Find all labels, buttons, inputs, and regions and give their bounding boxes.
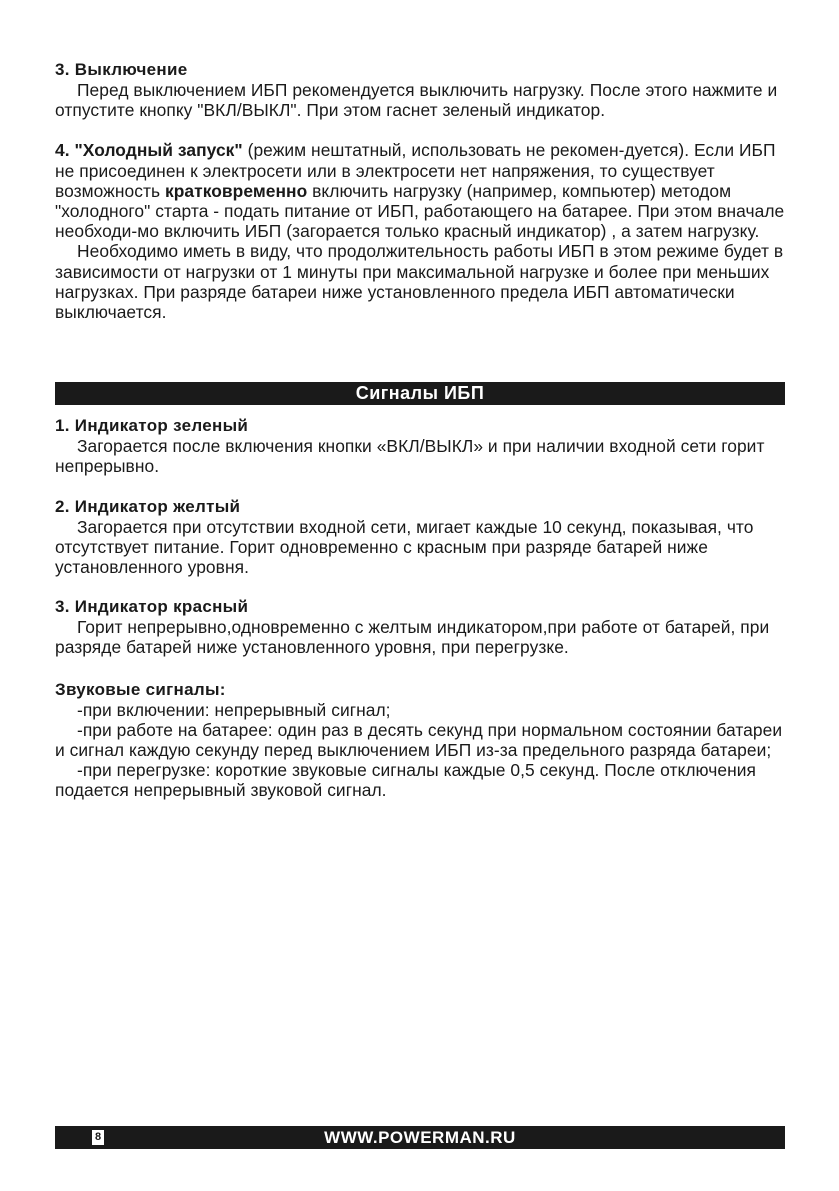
section-shutdown — [55, 60, 785, 120]
sound-signal-item: -при работе на батарее: один раз в десять секунд при нормальном состоянии батареи и сигнал каждую секунду перед выключением ИБП из-за предельного разряда батареи; — [55, 719, 783, 761]
signal-yellow-heading: 2. Индикатор желтый — [55, 496, 241, 516]
cold-start-text-a: (режим нештатный, использовать не рекомен-дуется). Если ИБП не присоединен к электросети или в электросети нет напряжения, то существует возможность — [55, 140, 776, 201]
sound-signals-heading: Звуковые сигналы: — [55, 679, 226, 699]
cold-start-text-b: включить нагрузку (например, компьютер) методом "холодного" старта - подать питание от ИБП, работающего на батарее. При этом вначале необходи-мо включить ИБП (загорается только красный индикатор) , а затем нагрузку. — [55, 180, 785, 242]
signal-green-heading: 1. Индикатор зеленый — [55, 416, 249, 436]
sound-signal-item: -при включении: непрерывный сигнал; — [77, 699, 391, 720]
cold-start-bold-word: кратковременно — [165, 180, 308, 201]
signals-banner: Сигналы ИБП — [55, 382, 785, 405]
sound-signal-item: -при перегрузке: короткие звуковые сигналы каждые 0,5 секунд. После отключения подается непрерывный звуковой сигнал. — [55, 760, 756, 801]
signal-green — [55, 416, 785, 476]
section-cold-start-note: Необходимо иметь в виду, что продолжительность работы ИБП в этом режиме будет в зависимости от нагрузки от 1 минуты при максимальной нагрузке и более при меньших нагрузках. При разряде батареи ниже установленного предела ИБП автоматически выключается. — [55, 241, 784, 323]
footer-website[interactable]: WWW.POWERMAN.RU — [324, 1128, 516, 1147]
section-cold-start-heading: 4. "Холодный запуск" — [55, 140, 243, 161]
sound-signals — [55, 680, 785, 801]
section-shutdown-text: Перед выключением ИБП рекомендуется выключить нагрузку. После этого нажмите и отпустите кнопку "ВКЛ/ВЫКЛ". При этом гаснет зеленый индикатор. — [55, 80, 778, 121]
section-cold-start-text — [55, 140, 785, 241]
signal-red — [55, 597, 785, 657]
page-number: 8 — [92, 1130, 104, 1145]
signal-red-text: Горит непрерывно,одновременно с желтым индикатором,при работе от батарей, при разряде батарей ниже установленного уровня, при перегрузке. — [55, 617, 770, 658]
manual-page — [55, 60, 785, 801]
section-shutdown-heading: 3. Выключение — [55, 60, 188, 79]
footer-bar — [55, 1126, 785, 1149]
signal-yellow-text: Загорается при отсутствии входной сети, мигает каждые 10 секунд, показывая, что отсутствует питание. Горит одновременно с красным при разряде батарей ниже установленного уровня. — [55, 516, 754, 578]
signal-green-text: Загорается после включения кнопки «ВКЛ/ВЫКЛ» и при наличии входной сети горит непрерывно. — [55, 436, 765, 477]
signal-red-heading: 3. Индикатор красный — [55, 597, 249, 617]
section-cold-start — [55, 140, 785, 322]
signal-yellow — [55, 497, 785, 578]
